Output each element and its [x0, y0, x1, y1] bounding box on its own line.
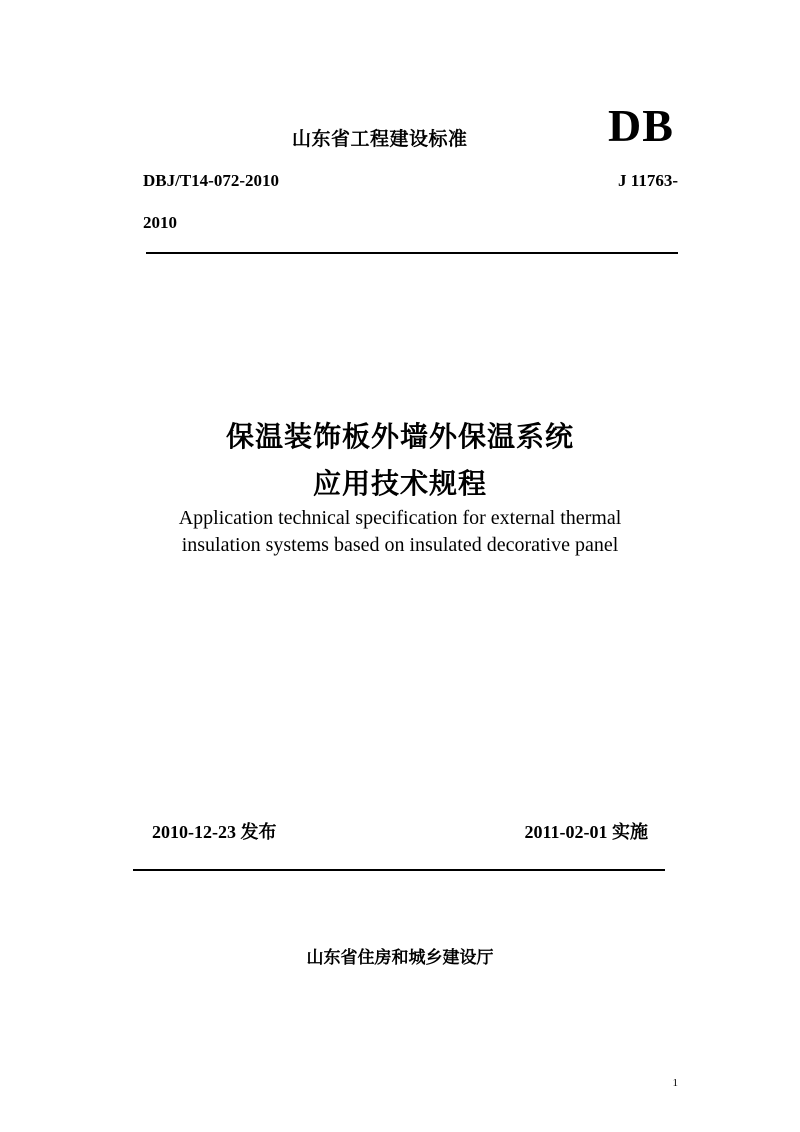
issuing-authority: 山东省住房和城乡建设厅: [306, 948, 494, 968]
issue-date: 2010-12-23 发布: [152, 822, 277, 842]
db-mark: DB: [608, 100, 674, 151]
title-english-line-2: insulation systems based on insulated decorative panel: [181, 534, 619, 556]
standard-number: DBJ/T14-072-2010: [143, 171, 279, 190]
title-chinese-line-1: 保温装饰板外墙外保温系统: [225, 420, 574, 453]
record-number-continuation: 2010: [143, 213, 177, 232]
standard-series-title: 山东省工程建设标准: [292, 128, 468, 150]
top-divider: [146, 252, 678, 254]
title-chinese-line-2: 应用技术规程: [312, 467, 487, 500]
record-number: J 11763-: [618, 171, 678, 190]
implementation-date: 2011-02-01 实施: [524, 822, 648, 842]
page-number: 1: [672, 1077, 678, 1089]
bottom-divider: [133, 869, 665, 871]
title-english-line-1: Application technical specification for external thermal: [178, 507, 622, 529]
